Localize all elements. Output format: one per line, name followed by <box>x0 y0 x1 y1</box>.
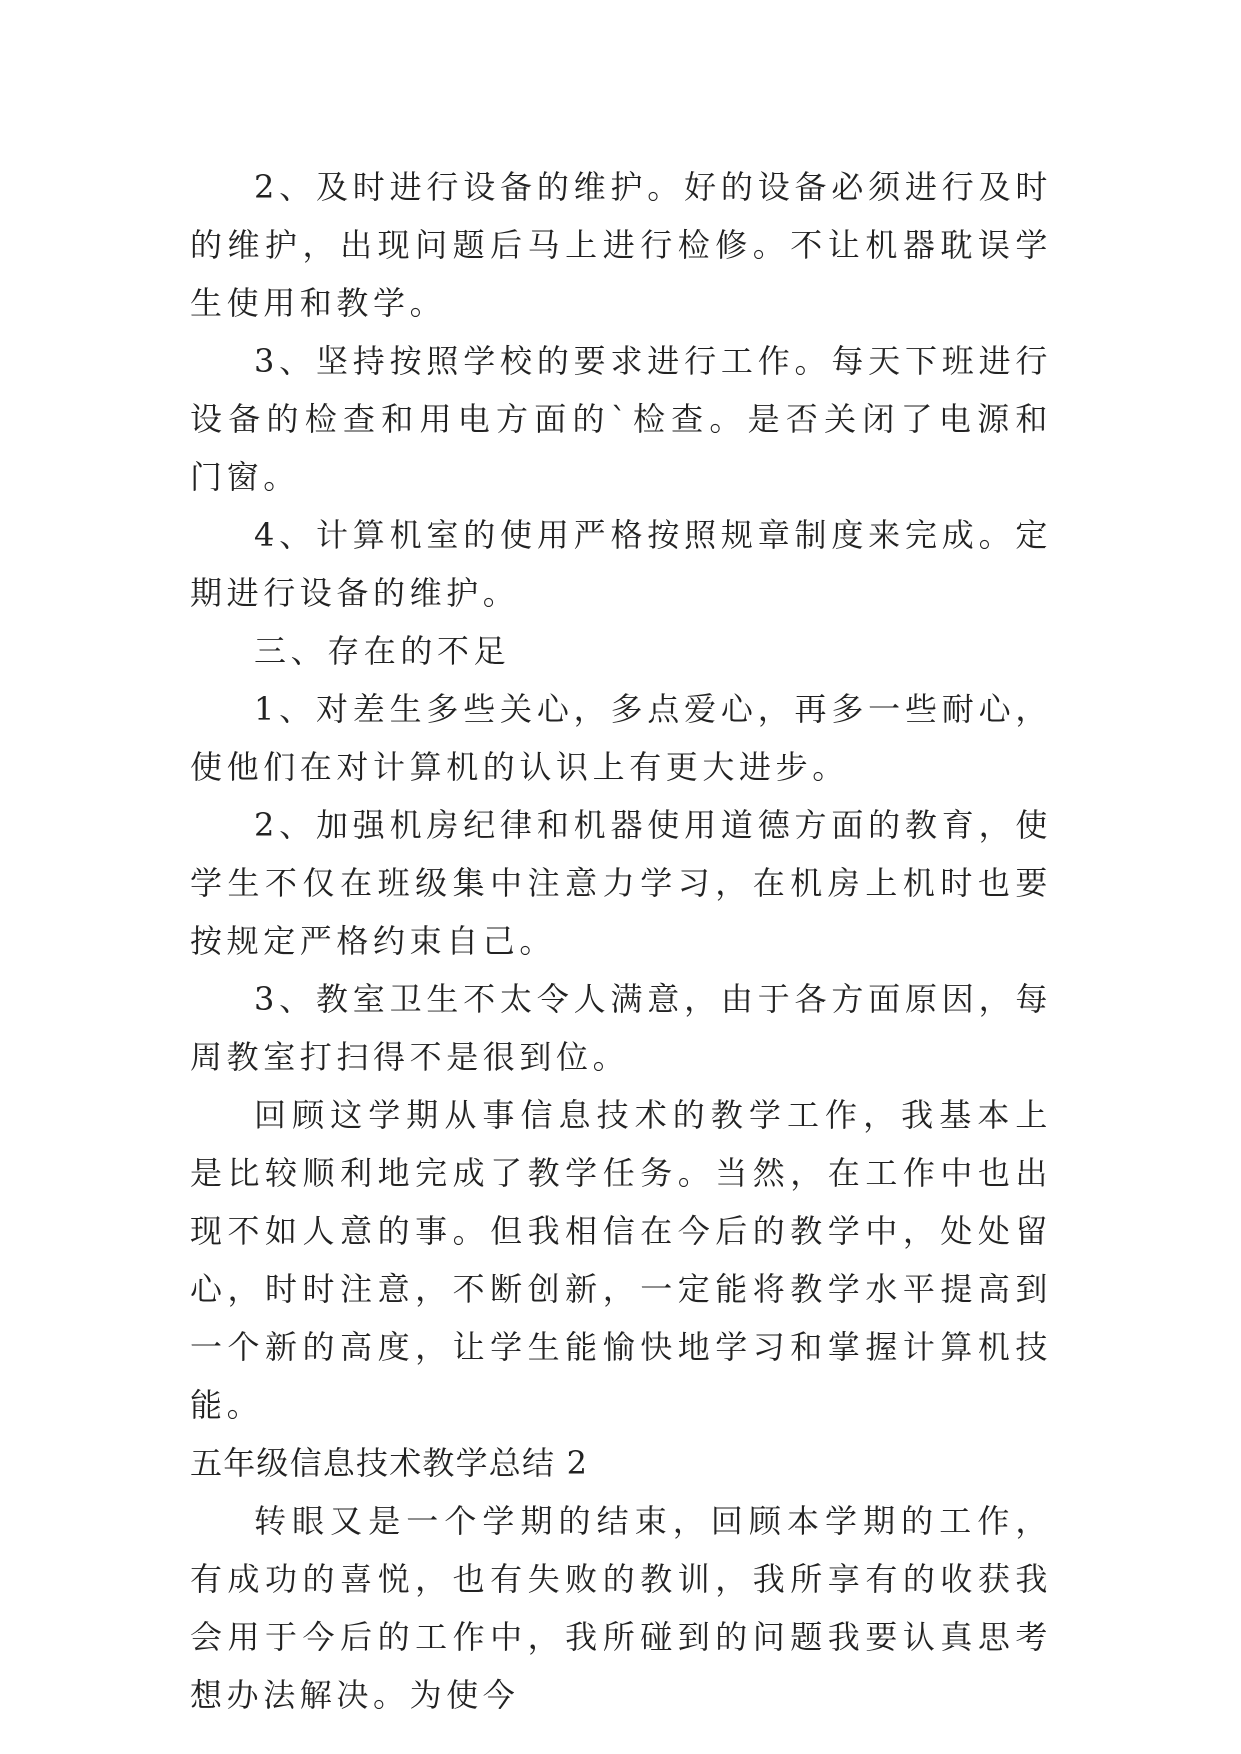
paragraph-equipment-maintenance: 2、及时进行设备的维护。好的设备必须进行及时的维护，出现问题后马上进行检修。不让机器耽误学生使用和教学。 <box>190 168 1052 322</box>
paragraph-care-for-students: 1、对差生多些关心，多点爱心，再多一些耐心，使他们在对计算机的认识上有更大进步。 <box>190 690 1052 786</box>
section-heading-shortcomings: 三、存在的不足 <box>254 632 511 670</box>
paragraph-semester-review: 回顾这学期从事信息技术的教学工作，我基本上是比较顺利地完成了教学任务。当然，在工作中也出现不如人意的事。但我相信在今后的教学中，处处留心，时时注意，不断创新，一定能将教学水平提高到一个新的高度，让学生能愉快地学习和掌握计算机技能。 <box>190 1096 1052 1424</box>
document-body <box>190 158 1052 1724</box>
paragraph-school-requirements: 3、坚持按照学校的要求进行工作。每天下班进行设备的检查和用电方面的`检查。是否关闭了电源和门窗。 <box>190 342 1052 496</box>
paragraph-semester-end: 转眼又是一个学期的结束，回顾本学期的工作，有成功的喜悦，也有失败的教训，我所享有的收获我会用于今后的工作中，我所碰到的问题我要认真思考想办法解决。为使今 <box>190 1502 1052 1714</box>
section-title: 五年级信息技术教学总结 2 <box>190 1444 589 1482</box>
paragraph-classroom-hygiene: 3、教室卫生不太令人满意，由于各方面原因，每周教室打扫得不是很到位。 <box>190 980 1052 1076</box>
paragraph-discipline-education: 2、加强机房纪律和机器使用道德方面的教育，使学生不仅在班级集中注意力学习，在机房上机时也要按规定严格约束自己。 <box>190 806 1052 960</box>
paragraph-computer-room-rules: 4、计算机室的使用严格按照规章制度来完成。定期进行设备的维护。 <box>190 516 1052 612</box>
